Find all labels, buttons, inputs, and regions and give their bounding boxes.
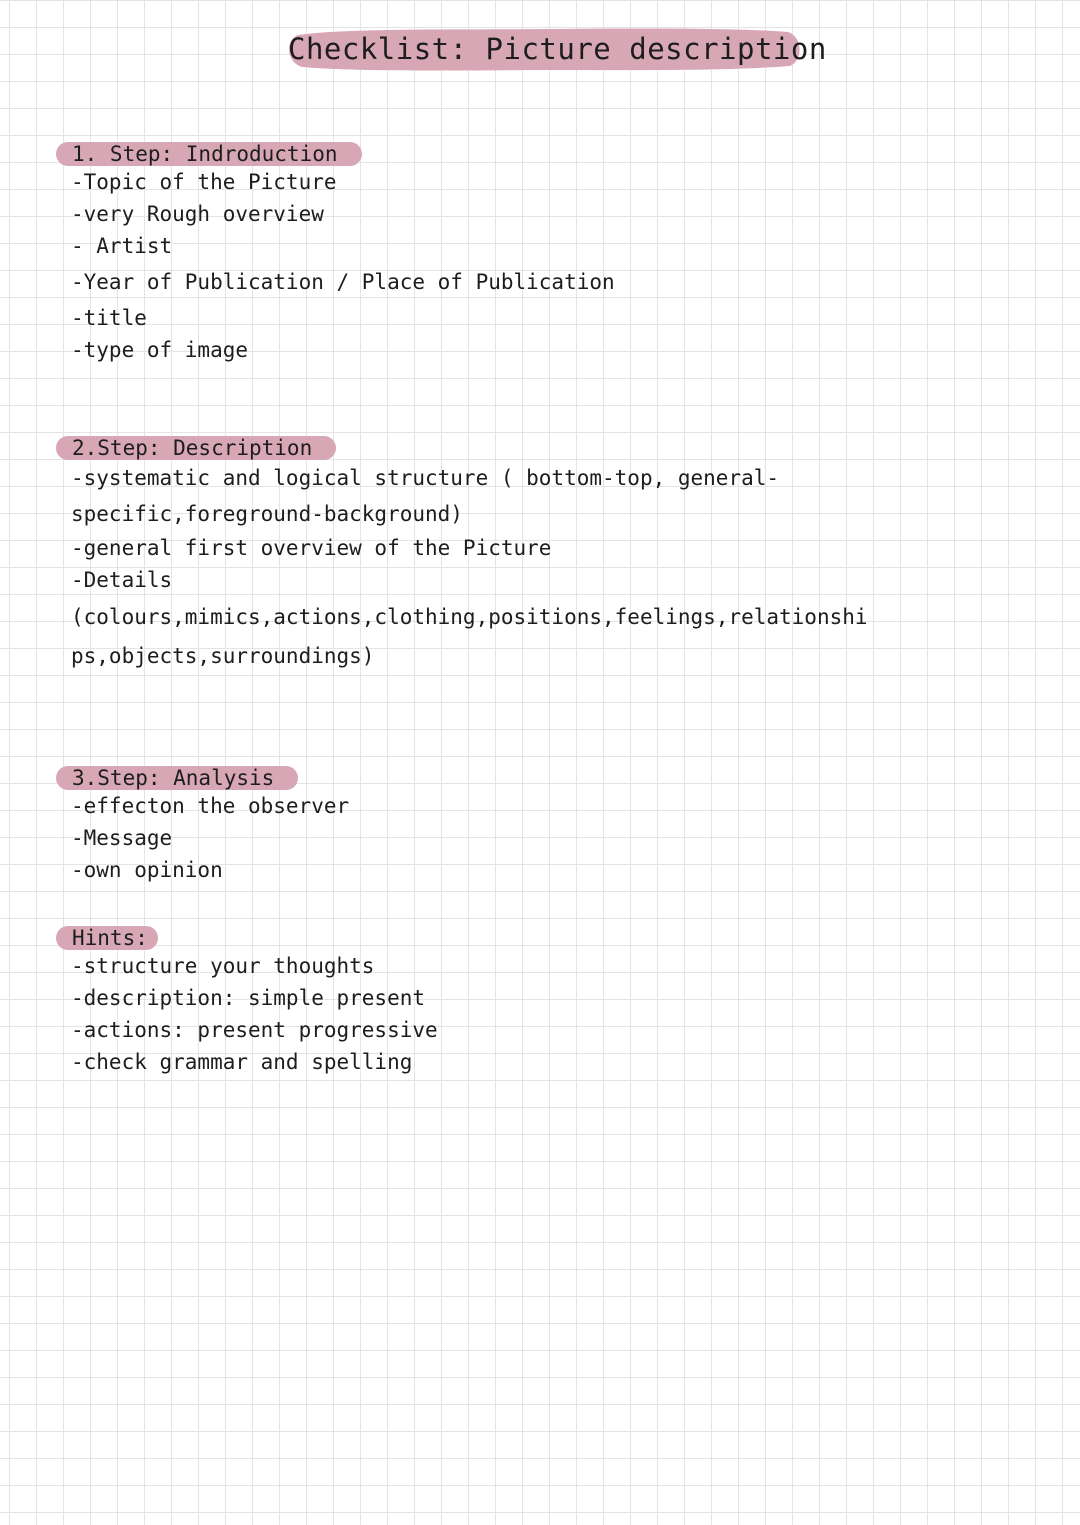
- list-item-continuation: specific,foreground-background): [71, 502, 463, 526]
- section-heading-analysis: 3.Step: Analysis: [56, 766, 298, 790]
- list-item: -type of image: [71, 338, 249, 362]
- list-item: -actions: present progressive: [71, 1018, 438, 1042]
- list-item-continuation: ps,objects,surroundings): [71, 644, 375, 668]
- list-item: -Message: [71, 826, 173, 850]
- section-hints: [56, 926, 438, 1078]
- page-title: Checklist: Picture description: [288, 32, 827, 66]
- section-description: [56, 436, 868, 674]
- list-item: - Artist: [71, 234, 173, 258]
- title-highlight: [288, 26, 827, 72]
- list-item: -very Rough overview: [71, 202, 324, 226]
- section-heading-description: 2.Step: Description: [56, 436, 336, 460]
- list-item: -structure your thoughts: [71, 954, 375, 978]
- section-heading-introduction: 1. Step: Indroduction: [56, 142, 362, 166]
- list-item: -Year of Publication / Place of Publication: [71, 270, 615, 294]
- list-item: -effecton the observer: [71, 794, 350, 818]
- list-item: -title: [71, 306, 147, 330]
- section-heading-hints: Hints:: [56, 926, 158, 950]
- list-item: -Details: [71, 568, 173, 592]
- list-item: -Topic of the Picture: [71, 170, 337, 194]
- list-item: -own opinion: [71, 858, 223, 882]
- section-introduction: [56, 142, 615, 366]
- list-item: -systematic and logical structure ( bottom-top, general-: [71, 466, 780, 490]
- list-item: (colours,mimics,actions,clothing,positions,feelings,relationshi: [71, 605, 868, 629]
- list-item: -general first overview of the Picture: [71, 536, 552, 560]
- section-analysis: [56, 766, 349, 886]
- list-item: -description: simple present: [71, 986, 426, 1010]
- list-item: -check grammar and spelling: [71, 1050, 413, 1074]
